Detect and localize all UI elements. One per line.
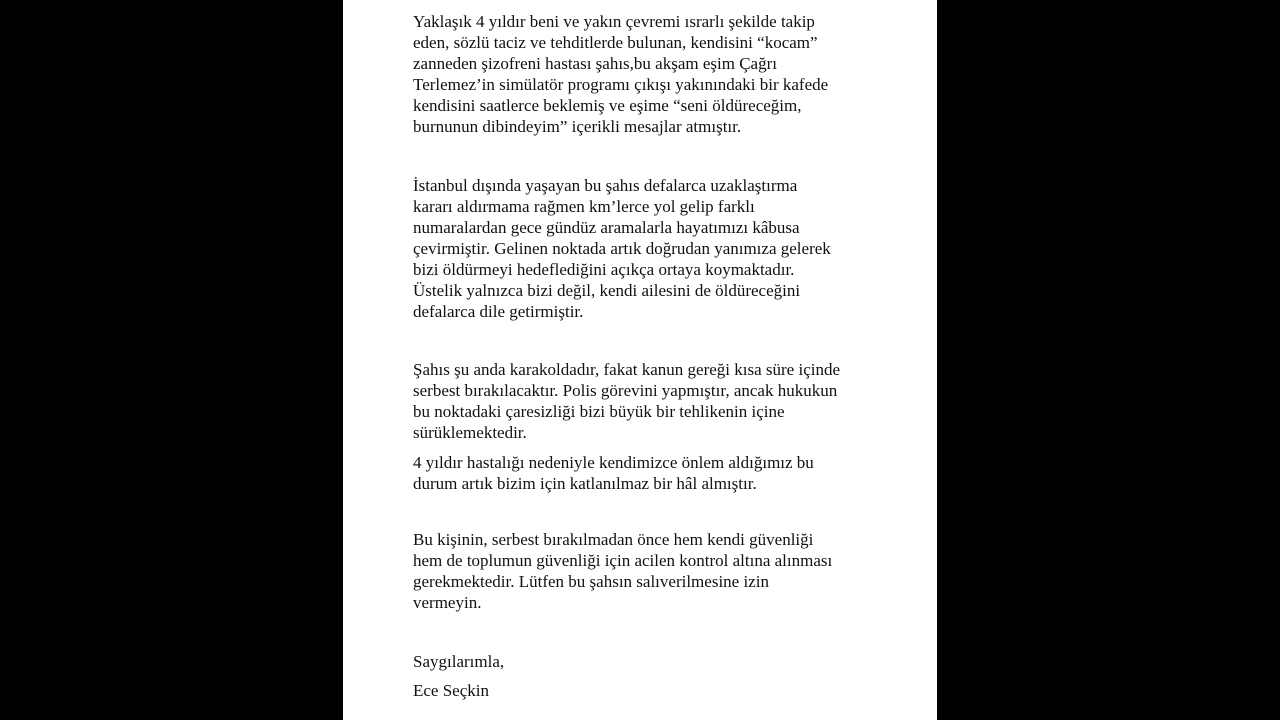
letter-paragraph-1: Yaklaşık 4 yıldır beni ve yakın çevremi ısrarlı şekilde takip eden, sözlü taciz ve tehditlerde bulunan, kendisini “kocam” zanneden şizofreni hastası şahıs,bu akşam eşim Çağrı Terlemez’in simülatör programı çıkışı yakınındaki bir kafede kendisini saatlerce beklemiş ve eşime “seni öldüreceğim, burnunun dibindeyim” içerikli mesajlar atmıştır.	[413, 12, 829, 136]
letter-paragraph-3: Şahıs şu anda karakoldadır, fakat kanun gereği kısa süre içinde serbest bırakılacaktır. Polis görevini yapmıştır, ancak hukukun bu noktadaki çaresizliği bizi büyük bir tehlikenin içine sürüklemektedir.	[413, 360, 841, 442]
letter-paragraph-5: Bu kişinin, serbest bırakılmadan önce hem kendi güvenliği hem de toplumun güvenliği için acilen kontrol altına alınması gerekmektedir. Lütfen bu şahsın salıverilmesine izin vermeyin.	[413, 530, 833, 612]
letter-signature: Ece Seçkin	[413, 681, 489, 700]
letter-paragraph-4: 4 yıldır hastalığı nedeniyle kendimizce önlem aldığımız bu durum artık bizim için katlanılmaz bir hâl almıştır.	[413, 453, 814, 493]
letter-closing: Saygılarımla,	[413, 652, 505, 671]
letter-paragraph-2: İstanbul dışında yaşayan bu şahıs defalarca uzaklaştırma kararı aldırmama rağmen km’lerce yol gelip farklı numaralardan gece gündüz aramalarla hayatımızı kâbusa çevirmiştir. Gelinen noktada artık doğrudan yanımıza gelerek bizi öldürmeyi hedeflediğini açıkça ortaya koymaktadır. Üstelik yalnızca bizi değil, kendi ailesini de öldüreceğini defalarca dile getirmiştir.	[413, 176, 831, 321]
letter-page	[343, 0, 937, 720]
